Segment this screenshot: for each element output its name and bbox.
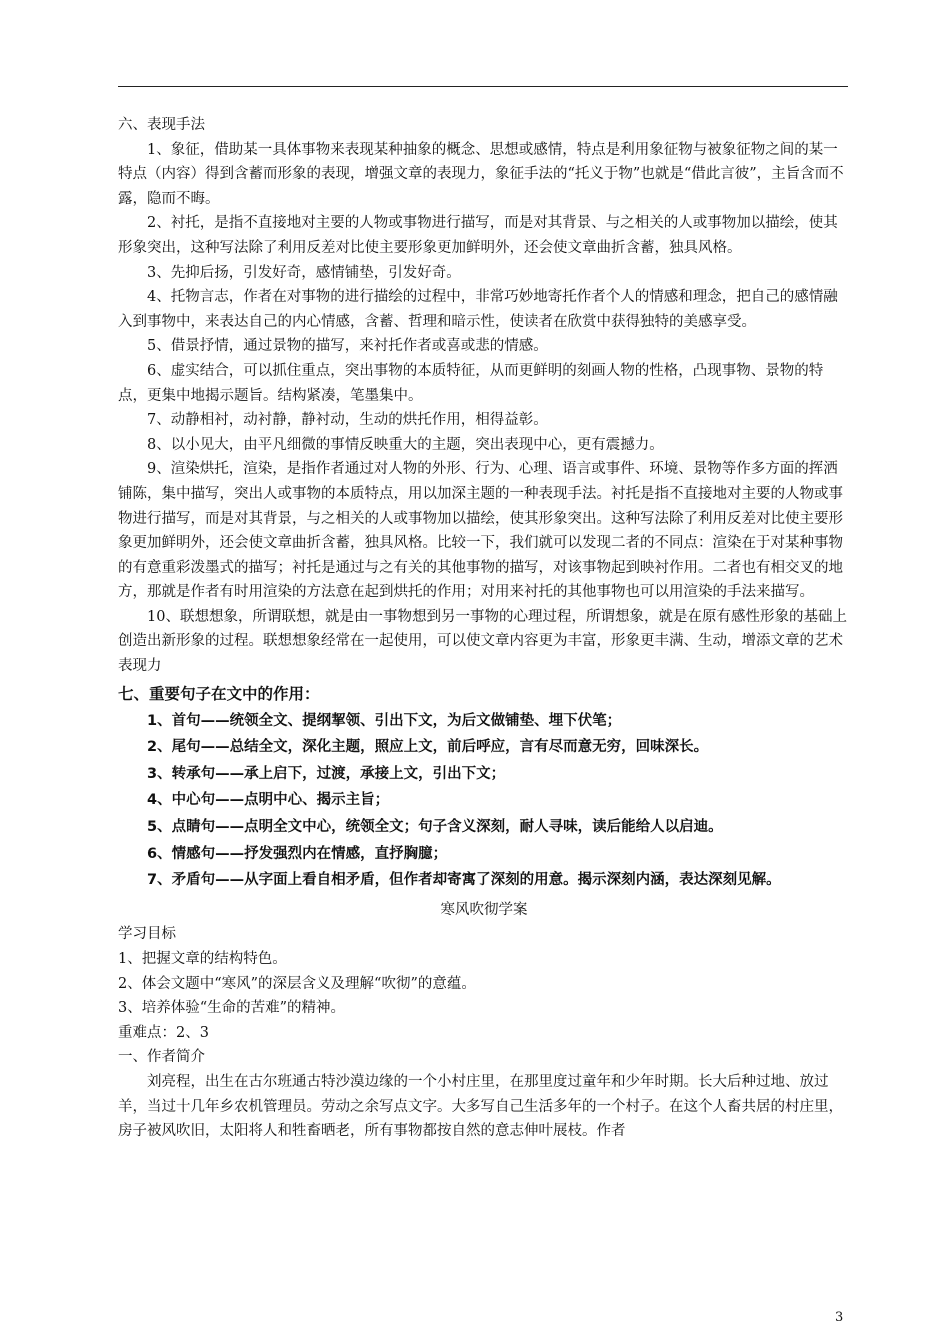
goal-item: 3、培养体验“生命的苦难”的精神。 — [118, 1000, 346, 1017]
section6-item: 2、衬托，是指不直接地对主要的人物或事物进行描写，而是对其背景、与之相关的人或事物加以描绘，使其形象突出，这种写法除了利用反差对比使主要形象更加鲜明外，还会使文章曲折含蓄，独具风格。 — [118, 215, 838, 256]
section6-heading: 六、表现手法 — [118, 117, 205, 133]
goal-item: 1、把握文章的结构特色。 — [118, 951, 287, 967]
section6-item: 10、联想想象，所谓联想，就是由一事物想到另一事物的心理过程，所谓想象，就是在原有感性形象的基础上创造出新形象的过程。联想想象经常在一起使用，可以使文章内容更为丰富，形象更丰满、生动，增添文章的艺术表现力 — [118, 608, 847, 675]
section6-item: 4、托物言志，作者在对事物的进行描绘的过程中，非常巧妙地寄托作者个人的情感和理念，把自己的感情融入到事物中，来表达自己的内心情感，含蓄、哲理和暗示性，使读者在欣赏中获得独特的美感享受。 — [118, 289, 838, 330]
section6-item: 8、以小见大，由平凡细微的事情反映重大的主题，突出表现中心，更有震撼力。 — [147, 436, 664, 453]
section7-item: 5、点睛句——点明全文中心，统领全文；句子含义深刻，耐人寻味，读后能给人以启迪。 — [147, 819, 723, 836]
document-body — [118, 113, 850, 1144]
goal-item: 2、体会文题中“寒风”的深层含义及理解“吹彻”的意蕴。 — [118, 975, 476, 992]
section6-item: 3、先抑后扬，引发好奇，感情铺垫，引发好奇。 — [147, 264, 461, 281]
section7-item: 3、转承句——承上启下，过渡，承接上文，引出下文； — [147, 765, 506, 782]
section7-item: 4、中心句——点明中心、揭示主旨； — [147, 792, 390, 809]
lesson-title: 寒风吹彻学案 — [440, 901, 528, 918]
difficulty-text: 重难点：2、3 — [118, 1024, 209, 1041]
section6-item: 5、借景抒情，通过景物的描写，来衬托作者或喜或悲的情感。 — [147, 338, 548, 355]
author-paragraph: 刘亮程，出生在古尔班通古特沙漠边缘的一个小村庄里，在那里度过童年和少年时期。长大后种过地、放过羊，当过十几年乡农机管理员。劳动之余写点文字。大多写自己生活多年的一个村子。在这个人畜共居的村庄里，房子被风吹旧，太阳将人和牲畜晒老，所有事物都按自然的意志伸叶展枝。作者 — [118, 1073, 843, 1140]
section7-heading: 七、重要句子在文中的作用： — [118, 684, 320, 703]
page-number: 3 — [835, 1310, 844, 1325]
header-rule — [118, 86, 848, 87]
goals-heading: 学习目标 — [118, 926, 176, 943]
author-heading: 一、作者简介 — [118, 1049, 205, 1066]
section6-item: 1、象征，借助某一具体事物来表现某种抽象的概念、思想或感情，特点是利用象征物与被象征物之间的某一特点（内容）得到含蓄而形象的表现，增强文章的表现力，象征手法的“托义于物”也就是“借此言彼”，主旨含而不露，隐而不晦。 — [118, 141, 844, 207]
section6-item: 7、动静相衬，动衬静，静衬动，生动的烘托作用，相得益彰。 — [147, 412, 548, 429]
section7-item: 1、首句——统领全文、提纲挈领、引出下文，为后文做铺垫、埋下伏笔； — [147, 712, 622, 729]
section7-item: 2、尾句——总结全文，深化主题，照应上文，前后呼应，言有尽而意无穷，回味深长。 — [147, 739, 709, 756]
section7-item: 6、情感句——抒发强烈内在情感，直抒胸臆； — [147, 845, 448, 862]
section6-item: 6、虚实结合，可以抓住重点，突出事物的本质特征，从而更鲜明的刻画人物的性格，凸现事物、景物的特点，更集中地揭示题旨。结构紧凑，笔墨集中。 — [118, 362, 824, 404]
section6-item: 9、渲染烘托，渲染，是指作者通过对人物的外形、行为、心理、语言或事件、环境、景物等作多方面的挥洒铺陈，集中描写，突出人或事物的本质特点，用以加深主题的一种表现手法。衬托是指不直接地对主要的人物或事物进行描写，而是对其背景，与之相关的人或事物加以描绘，使其形象突出。这种写法除了利用反差对比使主要形象更加鲜明外，还会使文章曲折含蓄，独具风格。比较一下，我们就可以发现二者的不同点：渲染在于对某种事物的有意重彩泼墨式的描写；衬托是通过与之有关的其他事物的描写，对该事物起到映衬作用。二者也有相交叉的地方，那就是作者有时用渲染的方法意在起到烘托的作用；对用来衬托的其他事物也可以用渲染的手法来描写。 — [118, 461, 843, 601]
section7-item: 7、矛盾句——从字面上看自相矛盾，但作者却寄寓了深刻的用意。揭示深刻内涵，表达深刻见解。 — [147, 872, 781, 889]
